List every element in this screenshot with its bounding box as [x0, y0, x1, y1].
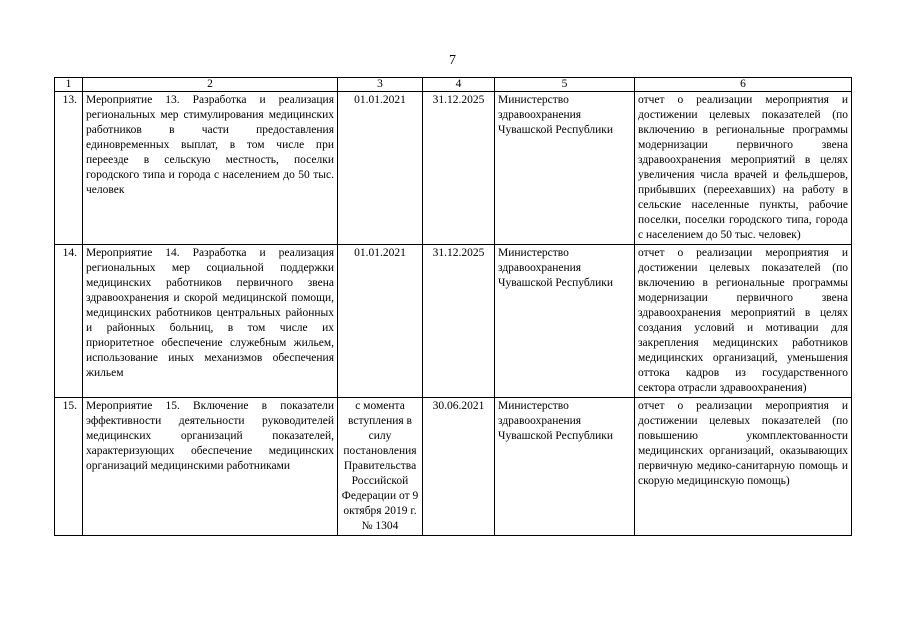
measure-name: Мероприятие 14. Разработка и реализация региональных мер социальной поддержки медицинских работников первичного звена здравоохранения и скорой медицинской помощи, медицинских работников центральных районных и районных больниц, в том числе их приоритетное обеспечение служебным жильем, использование иных механизмов обеспечения жильем: [83, 245, 338, 398]
column-header: 2: [83, 78, 338, 92]
responsible-executor: Министерство здравоохранения Чувашской Республики: [495, 398, 635, 536]
column-header: 5: [495, 78, 635, 92]
measure-name: Мероприятие 13. Разработка и реализация региональных мер стимулирования медицинских работников в части предоставления единовременных выплат, в том числе при переезде в сельскую местность, поселки городского типа и города с населением до 50 тыс. человек: [83, 92, 338, 245]
row-number: 15.: [55, 398, 83, 536]
end-date: 30.06.2021: [423, 398, 495, 536]
column-header: 4: [423, 78, 495, 92]
expected-result: отчет о реализации мероприятия и достижении целевых показателей (по повышению укомплектованности медицинских организаций, оказывающих первичную медико-санитарную помощь и скорую медицинскую помощь): [635, 398, 852, 536]
row-number: 14.: [55, 245, 83, 398]
responsible-executor: Министерство здравоохранения Чувашской Республики: [495, 245, 635, 398]
expected-result: отчет о реализации мероприятия и достижении целевых показателей (по включению в региональные программы модернизации первичного звена здравоохранения мероприятий в целях увеличения числа врачей и фельдшеров, прибывших (переехавших) на работу в сельские населенные пункты, рабочие поселки, поселки городского типа, города с населением до 50 тыс. человек): [635, 92, 852, 245]
end-date: 31.12.2025: [423, 245, 495, 398]
column-header: 1: [55, 78, 83, 92]
measures-table: [54, 77, 852, 536]
measure-name: Мероприятие 15. Включение в показатели эффективности деятельности руководителей медицинских организаций показателей, характеризующих обеспечение медицинских организаций медицинскими работниками: [83, 398, 338, 536]
column-header: 3: [338, 78, 423, 92]
start-date: с момента вступления в силу постановления Правительства Российской Федерации от 9 октября 2019 г. № 1304: [338, 398, 423, 536]
column-header: 6: [635, 78, 852, 92]
table-row: [55, 92, 852, 245]
table-header-row: [55, 78, 852, 92]
page-number: 7: [449, 53, 456, 68]
expected-result: отчет о реализации мероприятия и достижении целевых показателей (по включению в региональные программы модернизации первичного звена здравоохранения мероприятий в целях создания условий и мотивации для закрепления медицинских работников медицинских организаций, уменьшения оттока кадров из государственного сектора отрасли здравоохранения): [635, 245, 852, 398]
table-row: [55, 398, 852, 536]
responsible-executor: Министерство здравоохранения Чувашской Республики: [495, 92, 635, 245]
row-number: 13.: [55, 92, 83, 245]
start-date: 01.01.2021: [338, 245, 423, 398]
end-date: 31.12.2025: [423, 92, 495, 245]
start-date: 01.01.2021: [338, 92, 423, 245]
table-row: [55, 245, 852, 398]
